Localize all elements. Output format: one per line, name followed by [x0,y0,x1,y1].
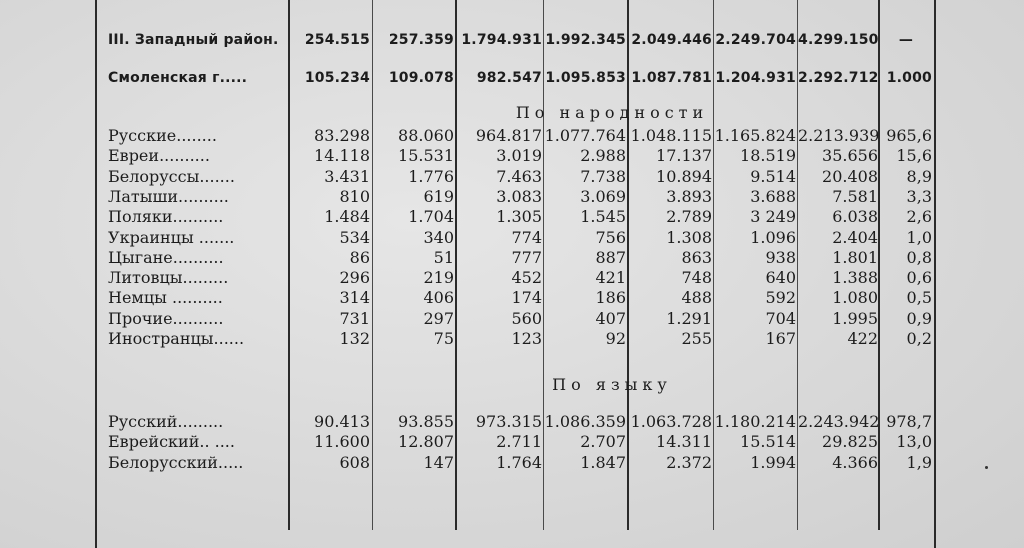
table-cell: 296 [339,268,370,288]
table-cell: 255 [681,329,712,348]
table-cell: 2.711 [496,432,542,452]
table-cell: 2.404 [832,227,878,247]
table-cell: 15,6 [896,146,932,166]
row-label: III. Западный район. [108,32,279,48]
row-label: Белорусский..... [108,452,244,472]
table-cell: 3.019 [496,146,542,166]
table-cell: 2.249.704 [715,32,796,48]
table-cell: 3,3 [906,186,932,206]
table-cell: 147 [423,452,454,472]
table-cell: 421 [595,268,626,288]
table-cell: 1.764 [496,452,542,472]
table-cell: 1.308 [666,227,712,247]
row-label: Иностранцы...... [108,329,245,348]
table-cell: — [898,32,914,48]
table-cell: 2.243.942 [798,412,880,431]
table-cell: 88.060 [398,126,454,145]
table-cell: 731 [339,308,370,328]
section-title-language: По языку [552,375,672,394]
table-row [0,412,1024,432]
table-cell: 560 [511,308,542,328]
table-cell: 863 [681,247,712,267]
table-row [0,453,1024,473]
table-cell: 4.299.150 [798,32,879,48]
table-cell: 973.315 [475,412,542,431]
table-cell: 0,9 [906,308,932,328]
table-cell: 3 249 [750,207,796,227]
table-cell: 938 [765,247,796,267]
table-cell: 2.049.446 [631,32,712,48]
table-cell: 123 [511,329,542,348]
table-cell: 174 [511,288,542,308]
table-cell: 965,6 [886,126,932,145]
table-cell: 1.847 [580,452,626,472]
table-cell: 92 [605,329,626,348]
table-cell: 1.776 [408,166,454,186]
row-label: Цыгане.......... [108,247,224,267]
table-row [0,268,1024,288]
table-cell: 15.531 [398,146,454,166]
table-row [0,207,1024,227]
table-row-region [0,30,1024,50]
table-cell: 422 [847,329,878,348]
table-cell: 1.180.214 [714,412,796,431]
table-cell: 83.298 [314,126,370,145]
table-row [0,309,1024,329]
table-cell: 1.000 [886,70,932,86]
table-cell: 1.077.764 [544,126,626,145]
table-cell: 1.063.728 [630,412,712,431]
table-cell: 1.080 [832,288,878,308]
table-cell: 51 [433,247,454,267]
table-cell: 18.519 [740,146,796,166]
table-cell: 748 [681,268,712,288]
table-cell: 1.704 [408,207,454,227]
table-cell: 1.086.359 [544,412,626,431]
table-cell: 254.515 [304,32,370,48]
table-cell: 1.484 [324,207,370,227]
table-cell: 3.688 [750,186,796,206]
table-cell: 1.305 [496,207,542,227]
table-cell: 592 [765,288,796,308]
table-cell: 109.078 [388,70,454,86]
table-cell: 219 [423,268,454,288]
table-cell: 132 [339,329,370,348]
table-row-city [0,68,1024,88]
table-row [0,167,1024,187]
table-cell: 6.038 [832,207,878,227]
row-label: Немцы .......... [108,288,223,308]
table-cell: 9.514 [750,166,796,186]
row-label: Украинцы ....... [108,227,235,247]
table-cell: 297 [423,308,454,328]
table-cell: 186 [595,288,626,308]
table-cell: 105.234 [304,70,370,86]
table-row [0,126,1024,146]
table-cell: 810 [339,186,370,206]
table-cell: 3.893 [666,186,712,206]
table-cell: 35.656 [822,146,878,166]
table-cell: 2.707 [580,432,626,452]
table-cell: 17.137 [656,146,712,166]
table-cell: 887 [595,247,626,267]
table-cell: 982.547 [476,70,542,86]
table-cell: 3.069 [580,186,626,206]
table-cell: 86 [349,247,370,267]
table-cell: 2.988 [580,146,626,166]
table-cell: 1,9 [906,452,932,472]
table-cell: 257.359 [388,32,454,48]
table-cell: 4.366 [832,452,878,472]
table-cell: 1.388 [832,268,878,288]
table-cell: 777 [511,247,542,267]
table-cell: 774 [511,227,542,247]
table-cell: 756 [595,227,626,247]
table-cell: 1.087.781 [631,70,712,86]
row-label: Белоруссы....... [108,166,235,186]
row-label: Русский......... [108,412,224,431]
table-cell: 452 [511,268,542,288]
table-cell: 964.817 [475,126,542,145]
table-cell: 14.311 [656,432,712,452]
row-label: Поляки.......... [108,207,224,227]
table-cell: 29.825 [822,432,878,452]
table-cell: 619 [423,186,454,206]
table-cell: 1.095.853 [545,70,626,86]
table-row [0,146,1024,166]
table-cell: 1.165.824 [714,126,796,145]
table-cell: 1.992.345 [545,32,626,48]
table-row [0,329,1024,349]
table-cell: 0,2 [906,329,932,348]
table-cell: 407 [595,308,626,328]
table-cell: 1,0 [906,227,932,247]
table-cell: 15.514 [740,432,796,452]
table-cell: 167 [765,329,796,348]
table-row [0,228,1024,248]
table-cell: 8,9 [906,166,932,186]
table-cell: 406 [423,288,454,308]
table-cell: 10.894 [656,166,712,186]
table-cell: 3.431 [324,166,370,186]
table-cell: 978,7 [886,412,932,431]
table-cell: 2.372 [666,452,712,472]
table-cell: 704 [765,308,796,328]
table-cell: 608 [339,452,370,472]
table-cell: 1.096 [750,227,796,247]
table-cell: 2.292.712 [798,70,879,86]
table-cell: 90.413 [314,412,370,431]
table-cell: 0,5 [906,288,932,308]
table-cell: 14.118 [314,146,370,166]
section-title-nationality: По народности [515,103,709,122]
row-label: Еврейский.. .... [108,432,235,452]
table-cell: 488 [681,288,712,308]
table-cell: 7.581 [832,186,878,206]
table-cell: 0,6 [906,268,932,288]
table-row [0,187,1024,207]
table-cell: 1.994 [750,452,796,472]
table-cell: 2,6 [906,207,932,227]
table-cell: 1.801 [832,247,878,267]
table-cell: 2.213.939 [798,126,880,145]
table-cell: 2.789 [666,207,712,227]
table-cell: 340 [423,227,454,247]
table-cell: 1.291 [666,308,712,328]
table-cell: 314 [339,288,370,308]
table-cell: 1.545 [580,207,626,227]
table-cell: 7.463 [496,166,542,186]
row-label: Смоленская г..... [108,70,248,86]
table-cell: 20.408 [822,166,878,186]
table-cell: 75 [433,329,454,348]
table-cell: 12.807 [398,432,454,452]
table-cell: 7.738 [580,166,626,186]
row-label: Русские........ [108,126,217,145]
table-cell: 534 [339,227,370,247]
table-row [0,288,1024,308]
row-label: Прочие.......... [108,308,224,328]
row-label: Евреи.......... [108,146,210,166]
table-cell: 640 [765,268,796,288]
table-row [0,248,1024,268]
table-cell: 11.600 [314,432,370,452]
table-row [0,432,1024,452]
table-cell: 1.794.931 [461,32,542,48]
table-cell: 1.048.115 [630,126,712,145]
table-cell: 1.204.931 [715,70,796,86]
table-cell: 13,0 [896,432,932,452]
table-cell: 1.995 [832,308,878,328]
table-cell: 93.855 [398,412,454,431]
row-label: Литовцы......... [108,268,229,288]
table-cell: 0,8 [906,247,932,267]
scan-speck [985,466,988,469]
row-label: Латыши.......... [108,186,229,206]
table-cell: 3.083 [496,186,542,206]
